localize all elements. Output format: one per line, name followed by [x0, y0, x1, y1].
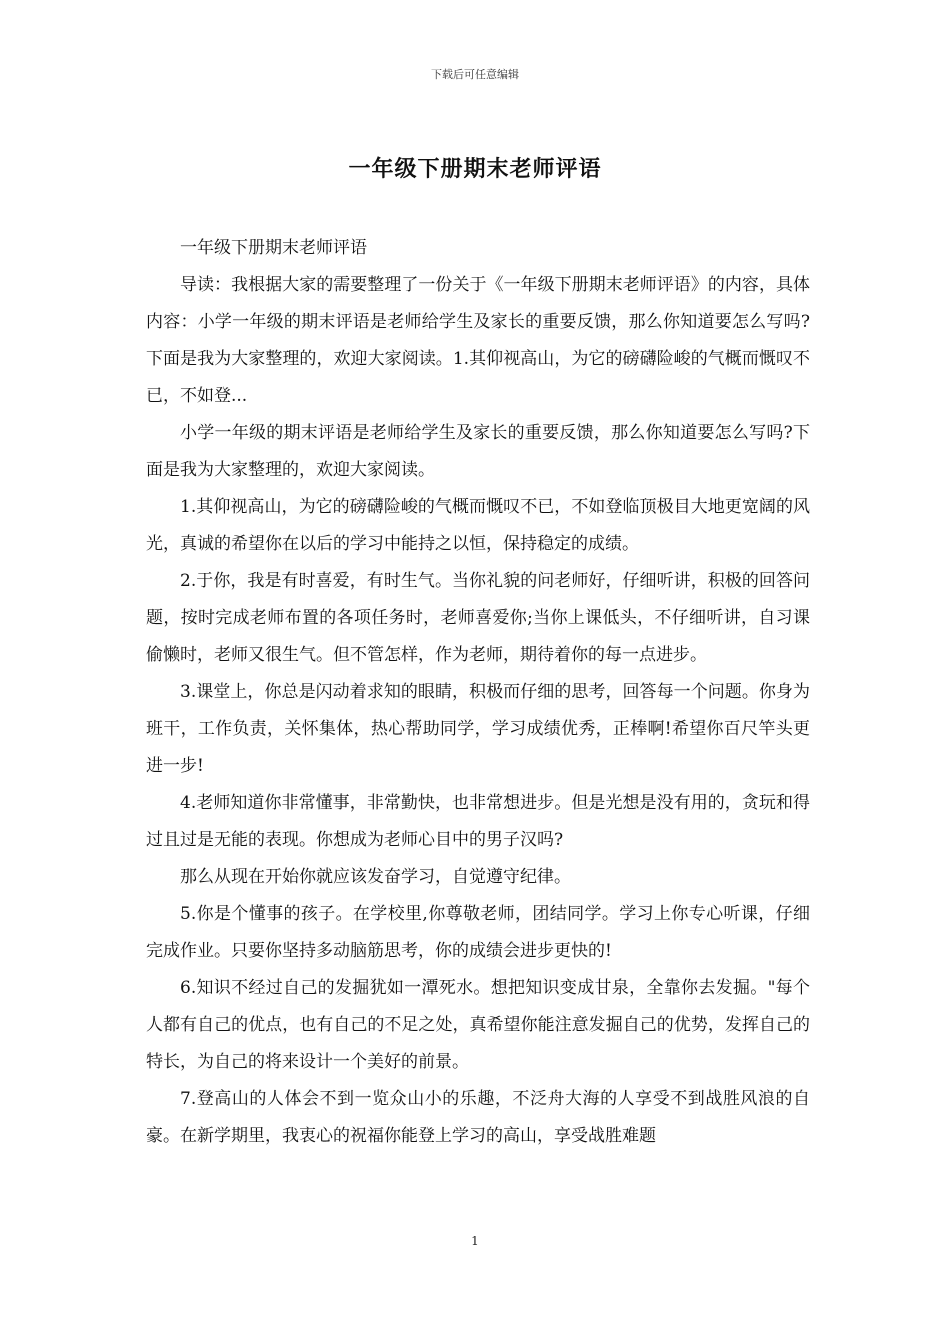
paragraph-item-3: 3.课堂上，你总是闪动着求知的眼睛，积极而仔细的思考，回答每一个问题。你身为班干，工作负责，关怀集体，热心帮助同学，学习成绩优秀，正棒啊!希望你百尺竿头更进一步! [146, 682, 810, 776]
paragraph-item-2: 2.于你，我是有时喜爱，有时生气。当你礼貌的问老师好，仔细听讲，积极的回答问题，按时完成老师布置的各项任务时，老师喜爱你;当你上课低头，不仔细听讲，自习课偷懒时，老师又很生气。但不管怎样，作为老师，期待着你的每一点进步。 [146, 571, 810, 665]
paragraph-item-6: 6.知识不经过自己的发掘犹如一潭死水。想把知识变成甘泉，全靠你去发掘。"每个人都有自己的优点，也有自己的不足之处，真希望你能注意发掘自己的优势，发挥自己的特长，为自己的将来设计一个美好的前景。 [146, 978, 810, 1072]
paragraph: 那么从现在开始你就应该发奋学习，自觉遵守纪律。 [180, 867, 571, 887]
paragraph-item-4: 4.老师知道你非常懂事，非常勤快，也非常想进步。但是光想是没有用的，贪玩和得过且过是无能的表现。你想成为老师心目中的男子汉吗? [146, 793, 810, 850]
paragraph-item-1: 1.其仰视高山，为它的磅礴险峻的气概而慨叹不已，不如登临顶极目大地更宽阔的风光，真诚的希望你在以后的学习中能持之以恒，保持稳定的成绩。 [146, 497, 810, 554]
paragraph: 小学一年级的期末评语是老师给学生及家长的重要反馈，那么你知道要怎么写吗?下面是我为大家整理的，欢迎大家阅读。 [146, 423, 810, 480]
page-number: 1 [471, 1234, 479, 1248]
document-body [146, 230, 810, 1155]
header-note: 下载后可任意编辑 [431, 68, 519, 81]
paragraph-item-5: 5.你是个懂事的孩子。在学校里,你尊敬老师，团结同学。学习上你专心听课，仔细完成作业。只要你坚持多动脑筋思考，你的成绩会进步更快的! [146, 904, 810, 961]
paragraph-item-7: 7.登高山的人体会不到一览众山小的乐趣，不泛舟大海的人享受不到战胜风浪的自豪。在新学期里，我衷心的祝福你能登上学习的高山，享受战胜难题 [146, 1089, 810, 1146]
document-title: 一年级下册期末老师评语 [348, 156, 602, 182]
paragraph-subtitle: 一年级下册期末老师评语 [180, 238, 367, 258]
paragraph-intro: 导读：我根据大家的需要整理了一份关于《一年级下册期末老师评语》的内容，具体内容：小学一年级的期末评语是老师给学生及家长的重要反馈，那么你知道要怎么写吗?下面是我为大家整理的，欢迎大家阅读。1.其仰视高山，为它的磅礴险峻的气概而慨叹不已，不如登... [146, 275, 810, 406]
